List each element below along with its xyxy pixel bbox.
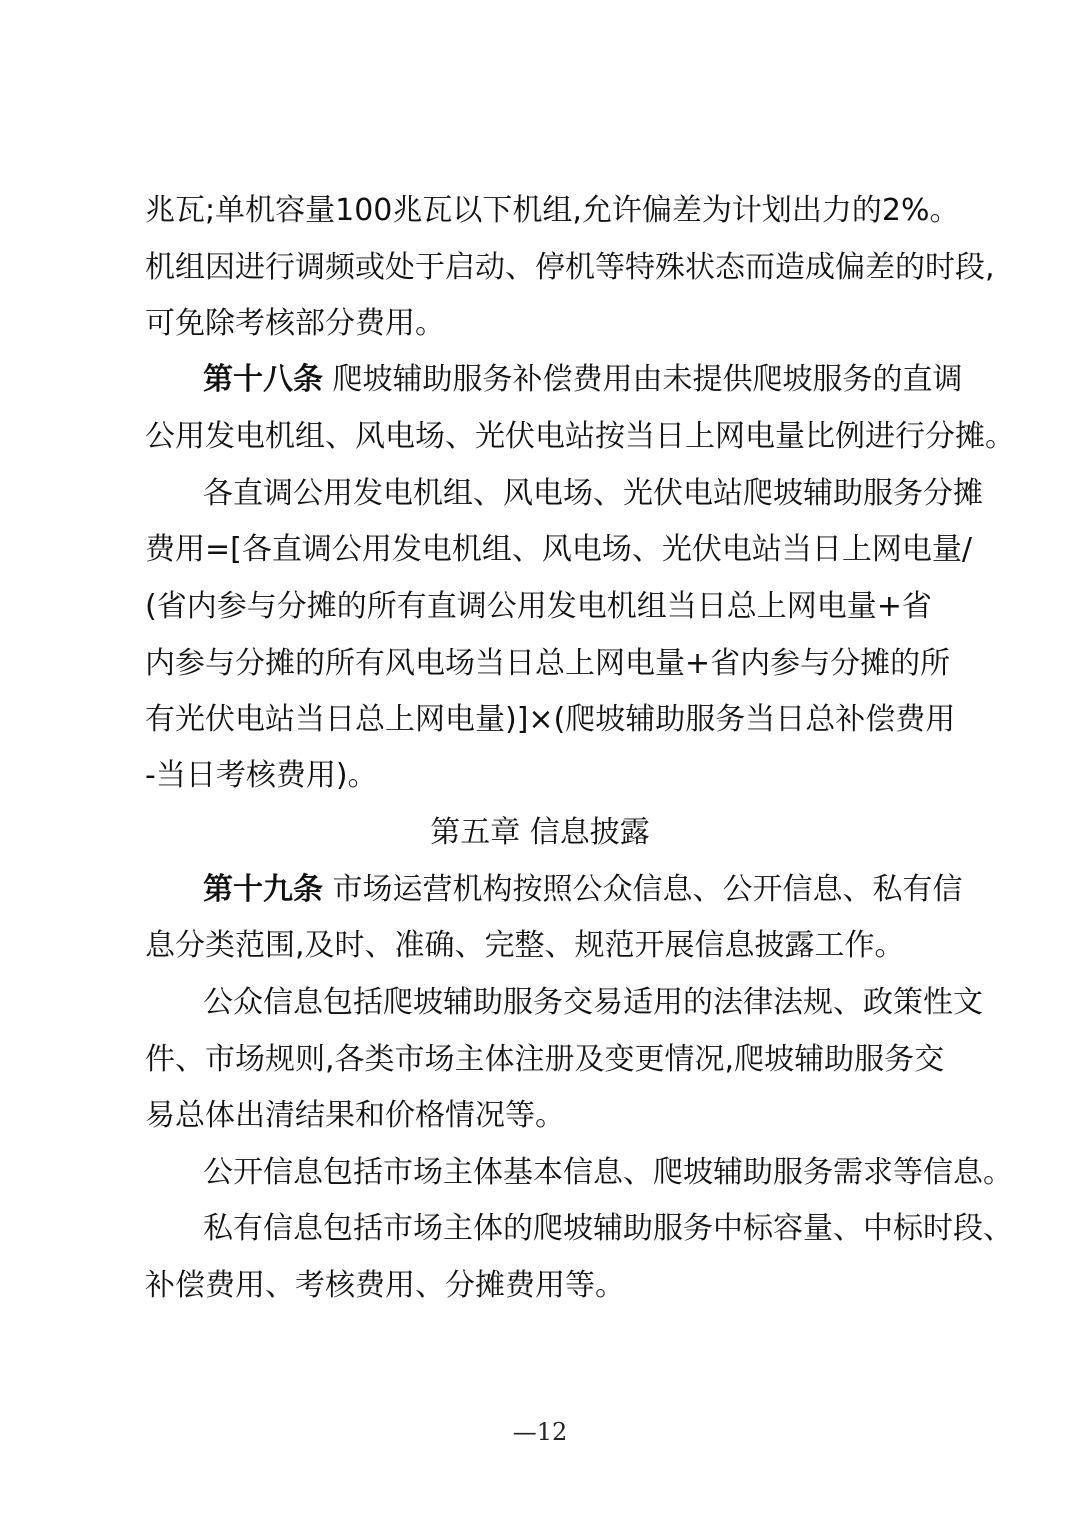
text-line-15 [203,975,983,1031]
text-line-1 [145,183,960,239]
text-line-16-content: 件、市场规则,各类市场主体注册及变更情况,爬坡辅助服务交 [145,1042,945,1077]
text-line-20-content: 补偿费用、考核费用、分摊费用等。 [145,1268,625,1303]
text-line-6-content: 各直调公用发电机组、风电场、光伏电站爬坡辅助服务分摊 [203,476,983,511]
article-18-text: 爬坡辅助服务补偿费用由未提供爬坡服务的直调 [323,362,963,397]
text-line-8 [145,579,932,635]
text-line-18-content: 公开信息包括市场主体基本信息、爬坡辅助服务需求等信息。 [203,1155,1013,1190]
text-line-9 [145,636,950,692]
text-line-2-content: 机组因进行调频或处于启动、停机等特殊状态而造成偏差的时段, [145,250,995,285]
text-line-8-content: (省内参与分摊的所有直调公用发电机组当日总上网电量+省 [145,589,932,624]
text-line-1-content: 兆瓦;单机容量100兆瓦以下机组,允许偏差为计划出力的2%。 [145,193,960,228]
text-line-3 [145,296,445,352]
article-19-label: 第十九条 [203,872,323,907]
text-line-10 [145,692,955,748]
text-line-14 [145,918,905,974]
article-18-label: 第十八条 [203,362,323,397]
text-line-19-content: 私有信息包括市场主体的爬坡辅助服务中标容量、中标时段、 [203,1211,1013,1246]
text-line-16 [145,1032,944,1088]
chapter-heading-text: 第五章 信息披露 [430,815,650,850]
text-line-5-content: 公用发电机组、风电场、光伏电站按当日上网电量比例进行分摊。 [145,419,1015,454]
text-line-10-content: 有光伏电站当日总上网电量)]×(爬坡辅助服务当日总补偿费用 [145,702,956,737]
text-line-7 [145,522,972,578]
page-number: —12 [512,1418,568,1446]
text-line-17 [145,1088,565,1144]
text-line-11-content: -当日考核费用)。 [145,758,378,793]
text-line-19 [203,1201,1013,1257]
text-line-5 [145,409,1015,465]
text-line-9-content: 内参与分摊的所有风电场当日总上网电量+省内参与分摊的所 [145,646,951,681]
text-line-14-content: 息分类范围,及时、准确、完整、规范开展信息披露工作。 [145,928,905,963]
text-line-15-content: 公众信息包括爬坡辅助服务交易适用的法律法规、政策性文 [203,985,983,1020]
text-line-3-content: 可免除考核部分费用。 [145,306,445,341]
text-line-2 [145,240,995,296]
article-19-text: 市场运营机构按照公众信息、公开信息、私有信 [323,872,963,907]
chapter-heading [0,805,1080,861]
text-line-20 [145,1258,625,1314]
text-line-7-content: 费用=[各直调公用发电机组、风电场、光伏电站当日上网电量/ [145,532,972,567]
text-line-17-content: 易总体出清结果和价格情况等。 [145,1098,565,1133]
text-line-6 [203,466,983,522]
article-18-line [203,352,963,408]
article-19-line [203,862,963,918]
text-line-11 [145,748,378,804]
text-line-18 [203,1145,1013,1201]
